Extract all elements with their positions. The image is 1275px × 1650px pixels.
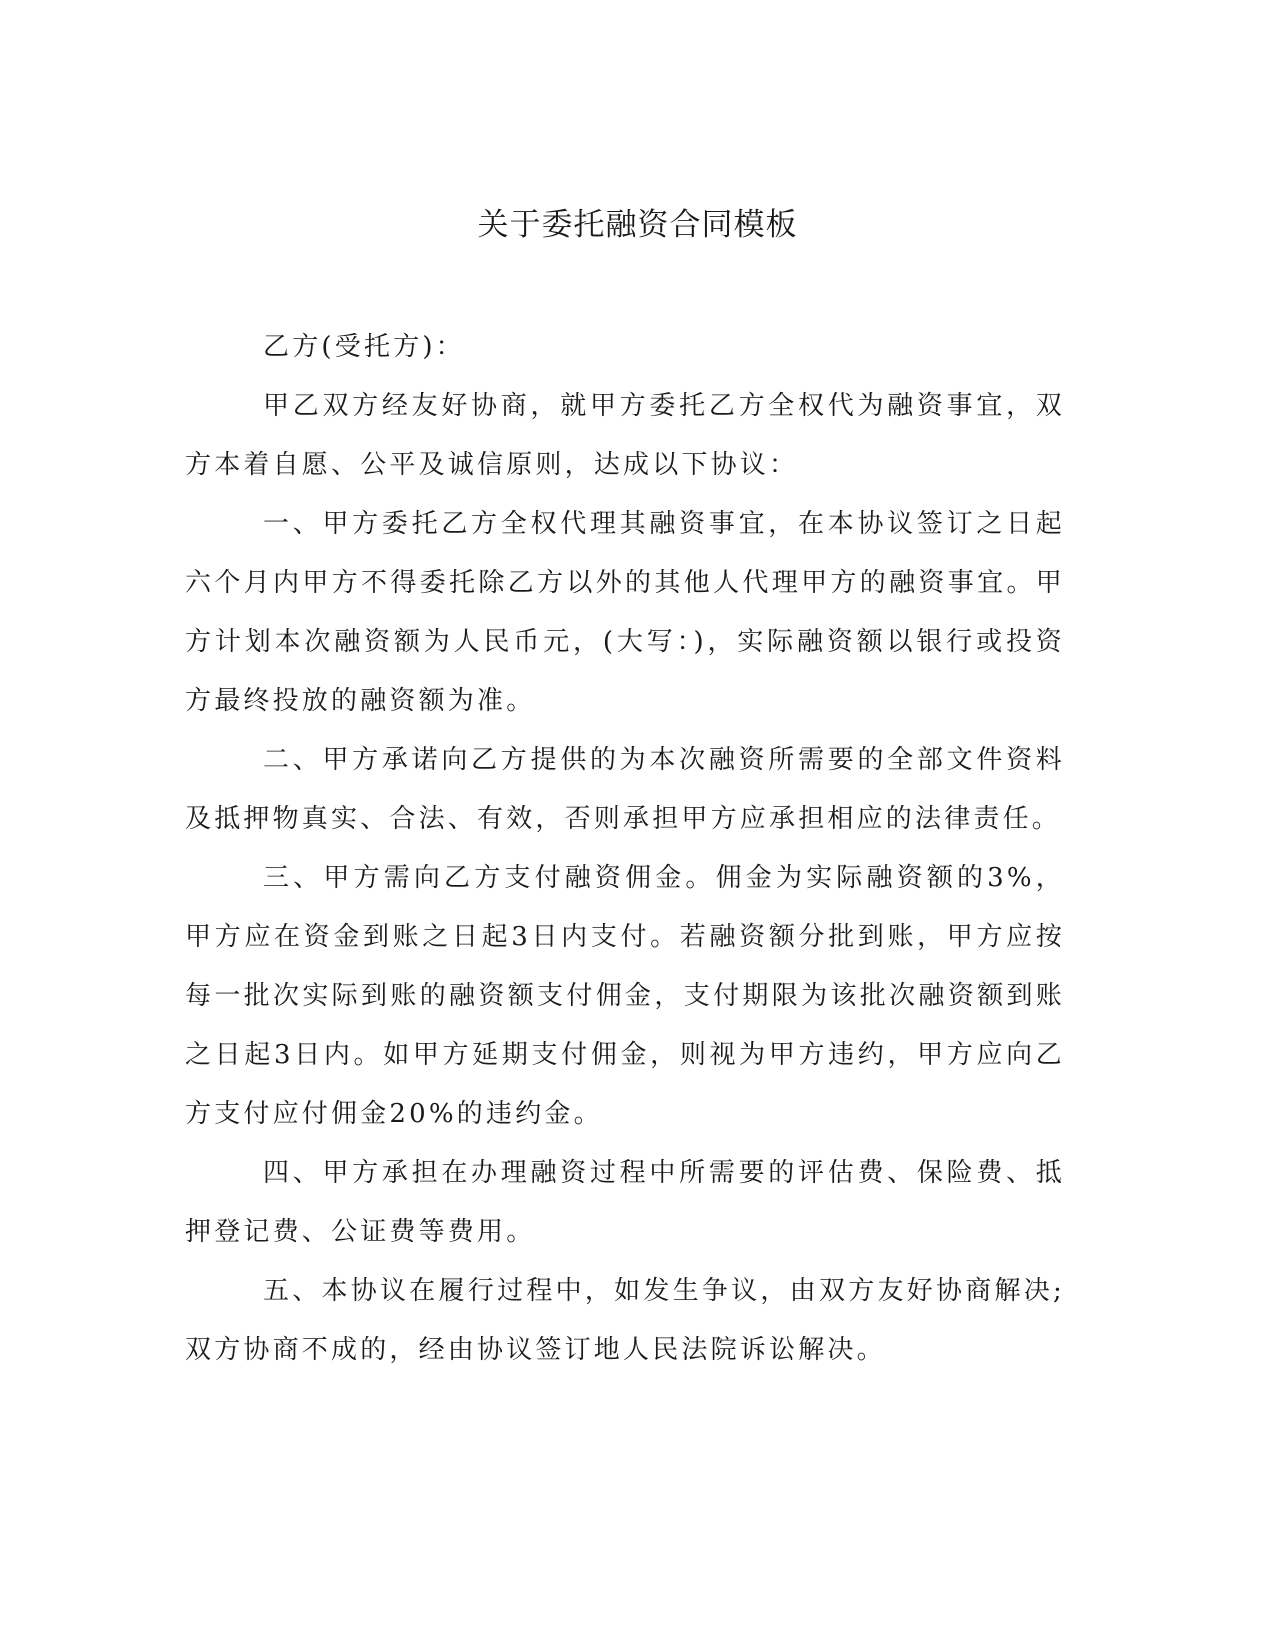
document-body — [185, 318, 1065, 1380]
paragraph-party-b: 乙方(受托方)： — [263, 332, 465, 362]
paragraph-clause-2: 二、甲方承诺向乙方提供的为本次融资所需要的全部文件资料及抵押物真实、合法、有效，否则承担甲方应承担相应的法律责任。 — [185, 745, 1065, 834]
paragraph-clause-3: 三、甲方需向乙方支付融资佣金。佣金为实际融资额的3%，甲方应在资金到账之日起3日内支付。若融资额分批到账，甲方应按每一批次实际到账的融资额支付佣金，支付期限为该批次融资额到账之日起3日内。如甲方延期支付佣金，则视为甲方违约，甲方应向乙方支付应付佣金20%的违约金。 — [185, 863, 1065, 1129]
paragraph-clause-1: 一、甲方委托乙方全权代理其融资事宜，在本协议签订之日起六个月内甲方不得委托除乙方以外的其他人代理甲方的融资事宜。甲方计划本次融资额为人民币元，(大写：)，实际融资额以银行或投资方最终投放的融资额为准。 — [185, 509, 1065, 716]
paragraph-clause-5: 五、本协议在履行过程中，如发生争议，由双方友好协商解决;双方协商不成的，经由协议签订地人民法院诉讼解决。 — [185, 1276, 1065, 1365]
paragraph-clause-4: 四、甲方承担在办理融资过程中所需要的评估费、保险费、抵押登记费、公证费等费用。 — [185, 1158, 1065, 1247]
paragraph-preamble: 甲乙双方经友好协商，就甲方委托乙方全权代为融资事宜，双方本着自愿、公平及诚信原则，达成以下协议： — [185, 391, 1065, 480]
document-title: 关于委托融资合同模板 — [477, 207, 798, 243]
